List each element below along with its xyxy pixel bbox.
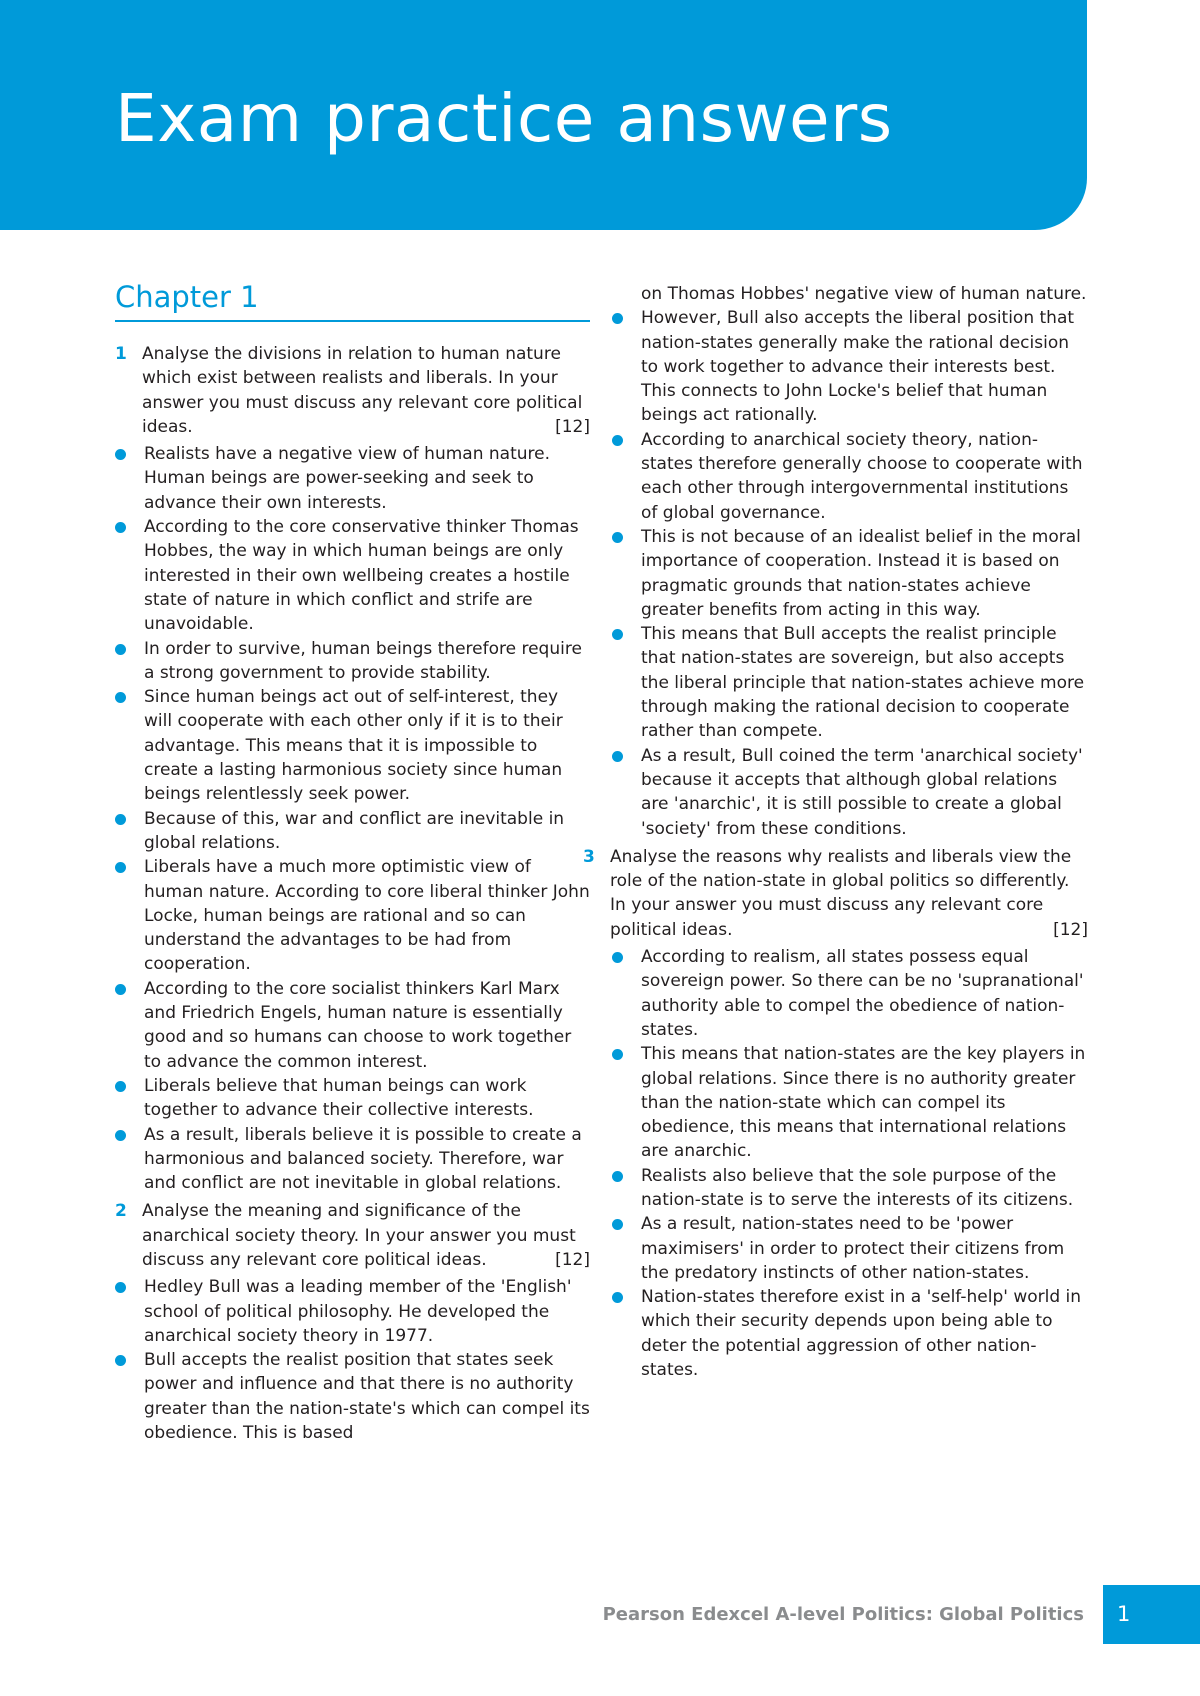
bullet-dot-icon bbox=[612, 1219, 623, 1230]
left-column bbox=[115, 280, 590, 1449]
list-item: This means that nation-states are the key players in global relations. Since there is no authority greater than the nation-state which can compel its obedience, this means that international relations are anarchic. bbox=[612, 1042, 1088, 1163]
page-title: Exam practice answers bbox=[115, 80, 893, 157]
bullet-dot-icon bbox=[115, 862, 126, 873]
list-item: Since human beings act out of self-interest, they will cooperate with each other only if it is to their advantage. This means that it is impossible to create a lasting harmonious society since human beings relentlessly seek power. bbox=[115, 685, 590, 806]
page-number: 1 bbox=[1117, 1602, 1131, 1626]
bullet-dot-icon bbox=[115, 1130, 126, 1141]
answer-bullets-q3 bbox=[612, 945, 1088, 1382]
bullet-dot-icon bbox=[612, 952, 623, 963]
page-number-box bbox=[1103, 1585, 1200, 1644]
bullet-dot-icon bbox=[115, 692, 126, 703]
list-item: According to realism, all states possess equal sovereign power. So there can be no 'supranational' authority able to compel the obedience of nation-states. bbox=[612, 945, 1088, 1042]
question-number: 3 bbox=[583, 846, 595, 867]
bullet-dot-icon bbox=[612, 1171, 623, 1182]
list-item: Bull accepts the realist position that states seek power and influence and that there is no authority greater than the nation-state's which can compel its obedience. This is based bbox=[115, 1348, 590, 1445]
question-2 bbox=[115, 1199, 590, 1272]
question-marks: [12] bbox=[555, 1249, 590, 1270]
bullet-dot-icon bbox=[115, 644, 126, 655]
answer-bullets-q2 bbox=[115, 1275, 590, 1445]
list-item: Nation-states therefore exist in a 'self-help' world in which their security depends upon being able to deter the potential aggression of other nation-states. bbox=[612, 1285, 1088, 1382]
answer-bullets-q2-continued bbox=[612, 306, 1088, 841]
list-item: As a result, Bull coined the term 'anarchical society' because it accepts that although global relations are 'anarchic', it is still possible to create a global 'society' from these conditions. bbox=[612, 744, 1088, 841]
list-item: However, Bull also accepts the liberal position that nation-states generally make the rational decision to work together to advance their interests best. This connects to John Locke's belief that human beings act rationally. bbox=[612, 306, 1088, 427]
question-marks: [12] bbox=[1053, 919, 1088, 940]
bullet-dot-icon bbox=[115, 1081, 126, 1092]
chapter-heading: Chapter 1 bbox=[115, 280, 590, 322]
list-item: Liberals have a much more optimistic view of human nature. According to core liberal thinker John Locke, human beings are rational and so can understand the advantages to be had from cooperation. bbox=[115, 855, 590, 976]
question-1 bbox=[115, 342, 590, 439]
list-item: According to the core conservative thinker Thomas Hobbes, the way in which human beings are only interested in their own wellbeing creates a hostile state of nature in which conflict and strife are unavoidable. bbox=[115, 515, 590, 636]
question-text: Analyse the meaning and significance of the anarchical society theory. In your answer you must discuss any relevant core political ideas. [12] bbox=[142, 1199, 590, 1272]
list-item: This is not because of an idealist belief in the moral importance of cooperation. Instead it is based on pragmatic grounds that nation-states achieve greater benefits from acting in this way. bbox=[612, 525, 1088, 622]
list-item: As a result, nation-states need to be 'power maximisers' in order to protect their citizens from the predatory instincts of other nation-states. bbox=[612, 1212, 1088, 1285]
bullet-dot-icon bbox=[115, 1282, 126, 1293]
header-banner bbox=[0, 0, 1087, 230]
list-item: Realists have a negative view of human nature. Human beings are power-seeking and seek to advance their own interests. bbox=[115, 442, 590, 515]
footer-book-title: Pearson Edexcel A-level Politics: Global Politics bbox=[602, 1604, 1084, 1625]
list-item: This means that Bull accepts the realist principle that nation-states are sovereign, but also accepts the liberal principle that nation-states achieve more through making the rational decision to cooperate rather than compete. bbox=[612, 622, 1088, 743]
right-column bbox=[583, 282, 1088, 1386]
list-item: Liberals believe that human beings can work together to advance their collective interests. bbox=[115, 1074, 590, 1123]
answer-bullets-q1 bbox=[115, 442, 590, 1195]
question-3 bbox=[583, 845, 1088, 942]
bullet-dot-icon bbox=[115, 449, 126, 460]
list-item: As a result, liberals believe it is possible to create a harmonious and balanced society. Therefore, war and conflict are not inevitable in global relations. bbox=[115, 1123, 590, 1196]
bullet-dot-icon bbox=[612, 435, 623, 446]
list-item: According to the core socialist thinkers Karl Marx and Friedrich Engels, human nature is essentially good and so humans can choose to work together to advance the common interest. bbox=[115, 977, 590, 1074]
bullet-dot-icon bbox=[115, 1355, 126, 1366]
bullet-dot-icon bbox=[612, 629, 623, 640]
continued-text: on Thomas Hobbes' negative view of human nature. bbox=[641, 284, 1087, 304]
question-text: Analyse the divisions in relation to human nature which exist between realists and liberals. In your answer you must discuss any relevant core political ideas. [12] bbox=[142, 342, 590, 439]
question-number: 2 bbox=[115, 1201, 127, 1222]
question-text: Analyse the reasons why realists and liberals view the role of the nation-state in global politics so differently. In your answer you must discuss any relevant core political ideas. [12] bbox=[610, 845, 1088, 942]
list-item: Realists also believe that the sole purpose of the nation-state is to serve the interests of its citizens. bbox=[612, 1164, 1088, 1213]
bullet-dot-icon bbox=[115, 522, 126, 533]
bullet-dot-icon bbox=[612, 532, 623, 543]
question-number: 1 bbox=[115, 344, 127, 364]
bullet-dot-icon bbox=[115, 814, 126, 825]
bullet-dot-icon bbox=[612, 751, 623, 762]
bullet-dot-icon bbox=[612, 313, 623, 324]
list-item: According to anarchical society theory, nation-states therefore generally choose to cooperate with each other through intergovernmental institutions of global governance. bbox=[612, 428, 1088, 525]
list-item: Hedley Bull was a leading member of the 'English' school of political philosophy. He developed the anarchical society theory in 1977. bbox=[115, 1275, 590, 1348]
list-item: Because of this, war and conflict are inevitable in global relations. bbox=[115, 807, 590, 856]
bullet-dot-icon bbox=[115, 984, 126, 995]
question-marks: [12] bbox=[555, 416, 590, 437]
list-item: In order to survive, human beings therefore require a strong government to provide stability. bbox=[115, 637, 590, 686]
bullet-dot-icon bbox=[612, 1049, 623, 1060]
bullet-dot-icon bbox=[612, 1292, 623, 1303]
